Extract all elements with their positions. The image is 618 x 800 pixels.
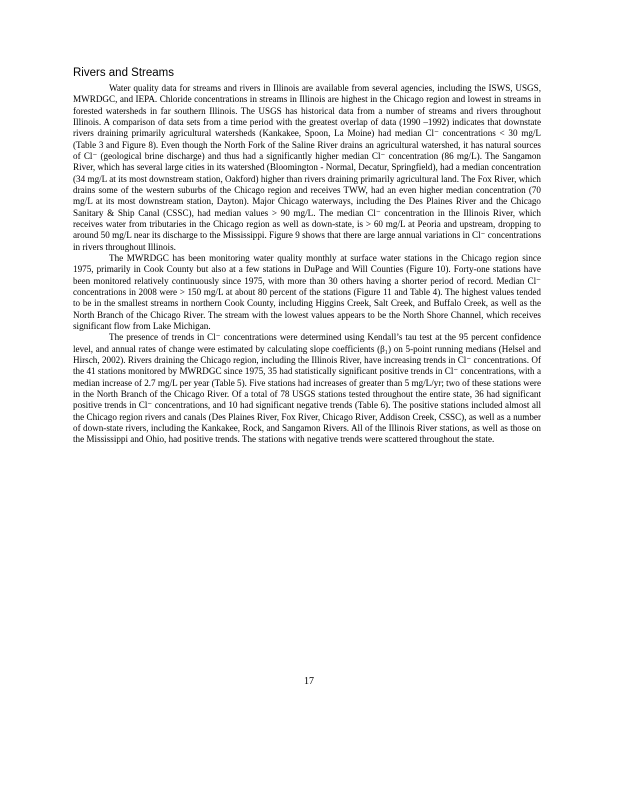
paragraph-1: Water quality data for streams and rivers in Illinois are available from several agencies, including the ISWS, USGS, MWRDGC, and IEPA. Chloride concentrations in streams in Illinois are highest in the Chicago region and lowest in streams in forested watersheds in far southern Illinois. The USGS has historical data from a number of streams and rivers throughout Illinois. A comparison of data sets from a time period with the greatest overlap of data (1990 –1992) indicates that downstate rivers draining primarily agricultural watersheds (Kankakee, Spoon, La Moine) had median Cl⁻ concentrations < 30 mg/L (Table 3 and Figure 8). Even though the North Fork of the Saline River drains an agricultural watershed, it has natural sources of Cl⁻ (geological brine discharge) and thus had a significantly higher median Cl⁻ concentration (86 mg/L). The Sangamon River, which has several large cities in its watershed (Bloomington - Normal, Decatur, Springfield), had a median concentration (34 mg/L at its most downstream station, Oakford) higher than rivers draining primarily agricultural land. The Fox River, which drains some of the western suburbs of the Chicago region and receives TWW, had an even higher median concentration (70 mg/L at its most downstream station, Dayton). Major Chicago waterways, including the Des Plaines River and the Chicago Sanitary & Ship Canal (CSSC), had median values > 90 mg/L. The median Cl⁻ concentration in the Illinois River, which receives water from tributaries in the Chicago region as well as down-state, is > 60 mg/L at Peoria and upstream, dropping to around 50 mg/L near its discharge to the Mississippi. Figure 9 shows that there are large annual variations in Cl⁻ concentrations in rivers throughout Illinois. [73, 83, 541, 252]
page-number: 17 [304, 676, 314, 687]
body-text [73, 83, 541, 446]
paragraph-2: The MWRDGC has been monitoring water quality monthly at surface water stations in the Chicago region since 1975, primarily in Cook County but also at a few stations in DuPage and Will Counties (Figure 10). Forty-one stations have been monitored relatively continuously since 1975, with more than 30 others having a shorter period of record. Median Cl⁻ concentrations in 2008 were > 150 mg/L at about 80 percent of the stations (Figure 11 and Table 4). The highest values tended to be in the smallest streams in northern Cook County, including Higgins Creek, Salt Creek, and Buffalo Creek, as well as the North Branch of the Chicago River. The stream with the lowest values appears to be the North Shore Channel, which receives significant flow from Lake Michigan. [73, 252, 541, 331]
section-heading: Rivers and Streams [73, 67, 174, 79]
paragraph-3: The presence of trends in Cl⁻ concentrations were determined using Kendall’s tau test at the 95 percent confidence level, and annual rates of change were estimated by calculating slope coefficients (β₁) on 5-point running medians (Helsel and Hirsch, 2002). Rivers draining the Chicago region, including the Illinois River, have increasing trends in Cl⁻ concentrations. Of the 41 stations monitored by MWRDGC since 1975, 35 had statistically significant positive trends in Cl⁻ concentrations, with a median increase of 2.7 mg/L per year (Table 5). Five stations had increases of greater than 5 mg/L/yr; two of these stations were in the North Branch of the Chicago River. Of a total of 78 USGS stations tested throughout the entire state, 36 had significant positive trends in Cl⁻ concentrations, and 10 had significant negative trends (Table 6). The positive stations included almost all the Chicago region rivers and canals (Des Plaines River, Fox River, Chicago River, Addison Creek, CSSC), as well as a number of down-state rivers, including the Kankakee, Rock, and Sangamon Rivers. All of the Illinois River stations, as well as those on the Mississippi and Ohio, had positive trends. The stations with negative trends were scattered throughout the state. [73, 332, 541, 445]
